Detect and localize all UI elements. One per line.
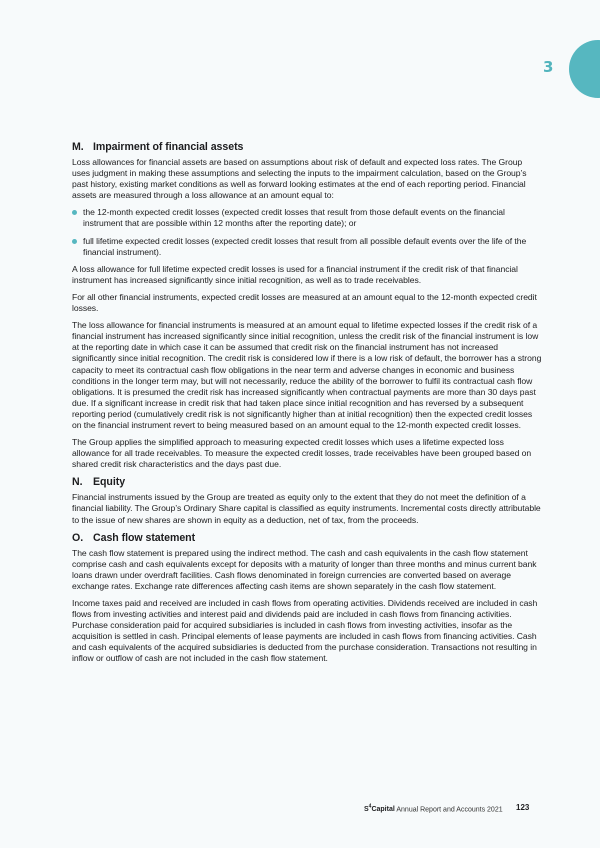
section-heading <box>72 476 542 489</box>
bullet-item: the 12-month expected credit losses (expected credit losses that result from those default events on the financial instrument that are possible within 12 months after the reporting date); or <box>72 207 542 229</box>
section-heading <box>72 141 542 154</box>
section-title: Equity <box>93 476 126 489</box>
paragraph: Loss allowances for financial assets are based on assumptions about risk of default and expected loss rates. The Group uses judgment in making these assumptions and selecting the inputs to the impairment calculation, based on the Group’s past history, existing market conditions as well as forward looking estimates at the end of each reporting period. Financial assets are measured through a loss allowance at an amount equal to: <box>72 157 527 201</box>
paragraph: The cash flow statement is prepared using the indirect method. The cash and cash equivalents in the cash flow statement comprise cash and cash equivalents except for deposits with a maturity of longer than three months and minus current bank loans drawn under overdraft facilities. Cash flows denominated in foreign currencies are converted based on average exchange rates. Exchange rate differences affecting cash items are shown separately in the cash flow statement. <box>72 547 537 591</box>
section-letter: O. <box>72 531 84 544</box>
page-content <box>72 141 542 671</box>
brand-name: Capital <box>371 806 395 814</box>
page-number: 123 <box>516 803 530 812</box>
section-letter: M. <box>72 141 84 153</box>
brand-superscript: 4 <box>368 804 372 810</box>
brand-logo <box>364 806 395 813</box>
section-letter: N. <box>72 476 83 489</box>
bullet-item: full lifetime expected credit losses (expected credit losses that result from all possible default events over the life of the financial instrument). <box>72 236 542 258</box>
section-tab-marker <box>569 40 600 98</box>
footer <box>364 804 503 813</box>
report-title: Annual Report and Accounts 2021 <box>396 806 503 814</box>
section-title: Impairment of financial assets <box>93 141 244 153</box>
section-impairment <box>72 141 542 470</box>
section-number: 3 <box>543 58 554 76</box>
paragraph: The loss allowance for financial instruments is measured at an amount equal to lifetime expected losses if the credit risk of a financial instrument has increased significantly since initial recognition, unless the credit risk of the financial instrument is low at the reporting date in which case it can be assumed that credit risk on the financial instrument has not increased significantly since initial recognition. The credit risk is considered low if there is a low risk of default, the borrower has a strong capacity to meet its contractual cash flow obligations in the near term and adverse changes in economic and business conditions in the longer term may, but will not necessarily, reduce the ability of the borrower to fulfil its contractual cash flow obligations. It is presumed the credit risk has increased significantly when contractual payments are more than 30 days past due. If a significant increase in credit risk that had taken place since initial recognition and has reversed by a subsequent reporting period (cumulatively credit risk is not significantly higher than at initial recognition) then the expected credit losses on the financial instrument revert to being measured based on an amount equal to the 12-month expected credit losses. <box>72 320 542 430</box>
bullet-list <box>72 207 542 257</box>
paragraph: Income taxes paid and received are included in cash flows from operating activities. Dividends received are included in cash flows from investing activities and interest paid and dividends paid are included in cash flows from financing activities. Purchase consideration paid for acquired subsidiaries is included in cash flows from investing activities, insofar as the acquisition is settled in cash. Principal elements of lease payments are included in cash flows from financing activities. Cash and cash equivalents of the acquired subsidiaries is deducted from the purchase consideration. Transactions not resulting in inflow or outflow of cash are not included in the cash flow statement. <box>72 598 538 664</box>
section-cash-flow <box>72 532 542 665</box>
section-heading <box>72 532 542 545</box>
section-title: Cash flow statement <box>93 531 196 544</box>
paragraph: Financial instruments issued by the Group are treated as equity only to the extent that they do not meet the definition of a financial liability. The Group’s Ordinary Share capital is classified as equity instruments. Incremental costs directly attributable to the issue of new shares are shown in equity as a deduction, net of tax, from the proceeds. <box>72 492 541 525</box>
brand-prefix: S <box>364 806 369 814</box>
paragraph: The Group applies the simplified approach to measuring expected credit losses which uses a lifetime expected loss allowance for all trade receivables. To measure the expected credit losses, trade receivables have been grouped based on shared credit risk characteristics and the days past due. <box>72 437 532 470</box>
paragraph: A loss allowance for full lifetime expected credit losses is used for a financial instrument if the credit risk of that financial instrument has increased significantly since initial recognition, as well as to trade receivables. <box>72 263 518 285</box>
paragraph: For all other financial instruments, expected credit losses are measured at an amount equal to the 12-month expected credit losses. <box>72 291 537 314</box>
section-equity <box>72 476 542 525</box>
